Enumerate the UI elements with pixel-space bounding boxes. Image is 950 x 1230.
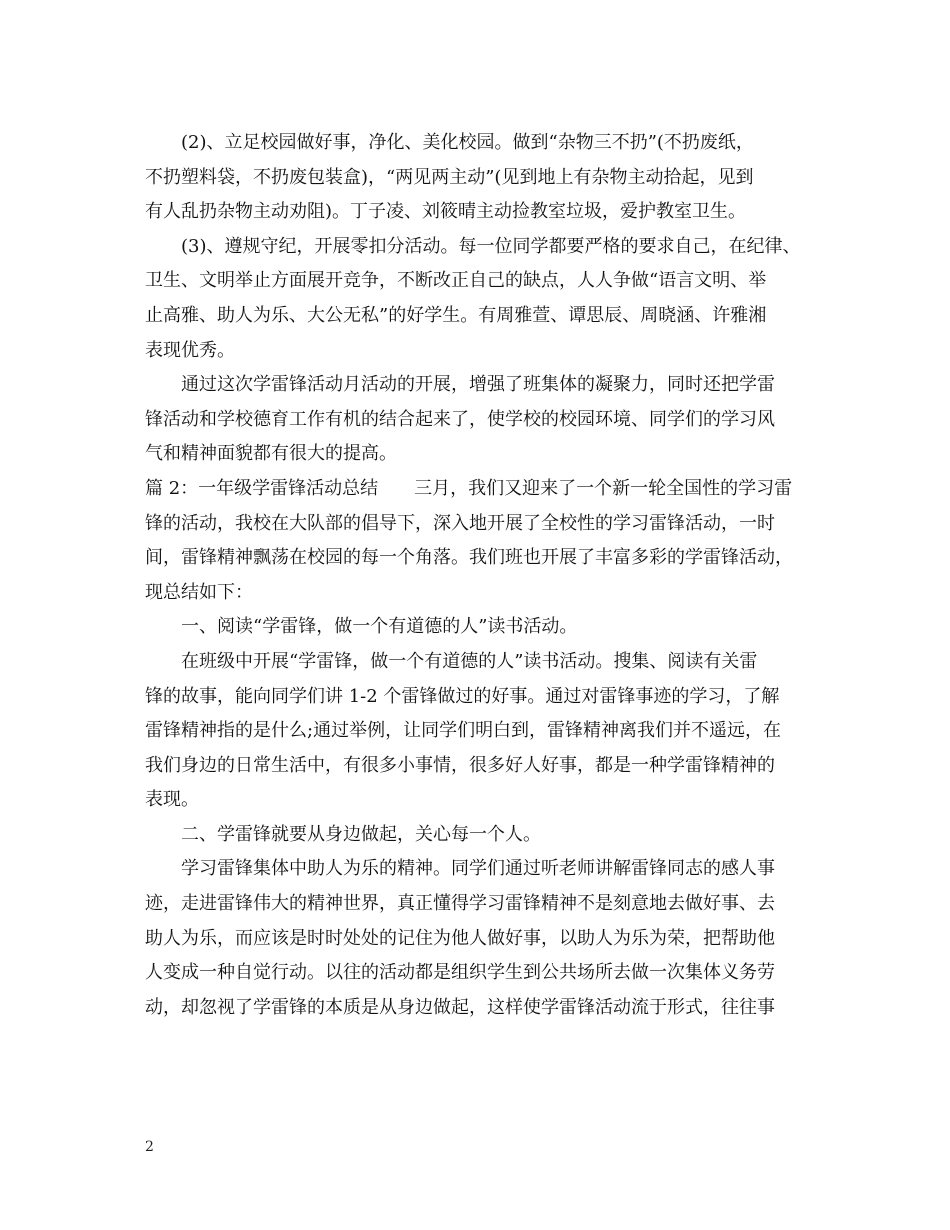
page-number: 2: [145, 1139, 154, 1155]
text-line: 间，雷锋精神飘荡在校园的每一个角落。我们班也开展了丰富多彩的学雷锋活动，: [145, 547, 793, 569]
text-line: 表现。: [145, 789, 199, 811]
text-line: 通过这次学雷锋活动月活动的开展，增强了班集体的凝聚力，同时还把学雷: [181, 374, 775, 396]
text-line: 锋的活动，我校在大队部的倡导下，深入地开展了全校性的学习雷锋活动，一时: [145, 512, 775, 534]
subheading-line: 二、学雷锋就要从身边做起，关心每一个人。: [181, 823, 541, 845]
text-line: 学习雷锋集体中助人为乐的精神。同学们通过听老师讲解雷锋同志的感人事: [181, 858, 775, 880]
text-line: 人变成一种自觉行动。以往的活动都是组织学生到公共场所去做一次集体义务劳: [145, 962, 775, 984]
text-line: 止高雅、助人为乐、大公无私”的好学生。有周雅萱、谭思辰、周晓涵、许雅湘: [145, 304, 767, 326]
text-line: (2)、立足校园做好事，净化、美化校园。做到“杂物三不扔”(不扔废纸，: [181, 132, 754, 153]
text-line: 锋的故事，能向同学们讲 1-2 个雷锋做过的好事。通过对雷锋事迹的学习，了解: [145, 685, 780, 707]
text-line: 在班级中开展“学雷锋，做一个有道德的人”读书活动。搜集、阅读有关雷: [181, 650, 758, 672]
text-line: 不扔塑料袋，不扔废包装盒)，“两见两主动”(见到地上有杂物主动拾起，见到: [145, 166, 754, 188]
text-line: 动，却忽视了学雷锋的本质是从身边做起，这样使学雷锋活动流于形式，往往事: [145, 996, 775, 1018]
section-heading-line: 篇 2：一年级学雷锋活动总结 三月，我们又迎来了一个新一轮全国性的学习雷: [145, 477, 793, 499]
text-line: 迹，走进雷锋伟大的精神世界，真正懂得学习雷锋精神不是刻意地去做好事、去: [145, 893, 775, 915]
text-line: 助人为乐，而应该是时时处处的记住为他人做好事，以助人为乐为荣，把帮助他: [145, 927, 775, 949]
text-line: 锋活动和学校德育工作有机的结合起来了，使学校的校园环境、同学们的学习风: [145, 408, 775, 430]
text-line: (3)、遵规守纪，开展零扣分活动。每一位同学都要严格的要求自己，在纪律、: [181, 235, 801, 257]
text-line: 气和精神面貌都有很大的提高。: [145, 443, 397, 465]
body-text: [145, 126, 835, 1025]
text-line: 雷锋精神指的是什么;通过举例，让同学们明白到，雷锋精神离我们并不遥远，在: [145, 720, 782, 742]
text-line: 表现优秀。: [145, 339, 235, 361]
subheading-line: 一、阅读“学雷锋，做一个有道德的人”读书活动。: [181, 616, 578, 638]
text-line: 卫生、文明举止方面展开竞争，不断改正自己的缺点，人人争做“语言文明、举: [145, 270, 767, 292]
text-line: 有人乱扔杂物主动劝阻)。丁子凌、刘筱晴主动捡教室垃圾，爱护教室卫生。: [145, 201, 747, 223]
text-line: 现总结如下：: [145, 581, 253, 603]
text-line: 我们身边的日常生活中，有很多小事情，很多好人好事，都是一种学雷锋精神的: [145, 754, 775, 776]
